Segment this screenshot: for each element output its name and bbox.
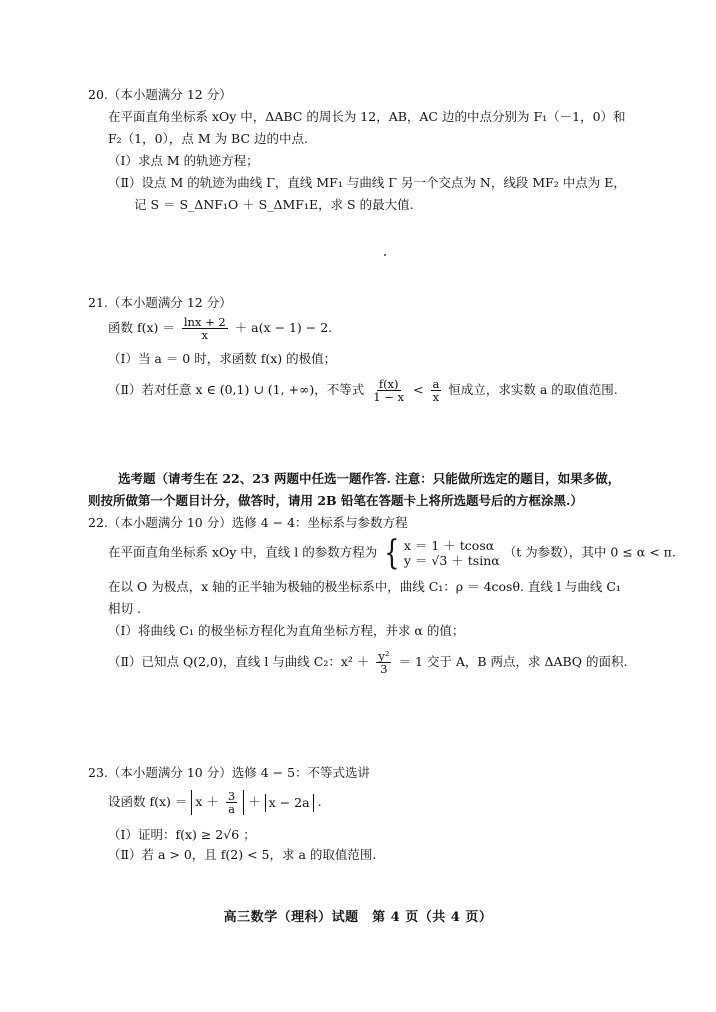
question-22-title: 22.（本小题满分 10 分）选修 4 − 4：坐标系与参数方程 — [88, 515, 408, 530]
function-end: . — [317, 794, 322, 809]
question-22-stem-line3: 相切 . — [108, 601, 141, 616]
question-21-part2 — [108, 378, 618, 403]
function-fraction — [182, 316, 228, 341]
question-20-title: 20.（本小题满分 12 分） — [88, 87, 232, 102]
question-22-stem-line2: 在以 O 为极点，x 轴的正半轴为极轴的极坐标系中，曲线 C₁：ρ ＝ 4cosθ. 直线 l 与曲线 C₁ — [108, 579, 621, 594]
question-22-part2 — [108, 650, 627, 675]
fraction-numerator: a — [432, 377, 440, 391]
question-20-part2-cont: 记 S ＝ S_ΔNF₁O ＋ S_ΔMF₁E，求 S 的最大值. — [134, 197, 414, 212]
plus-sign: ＋ — [248, 794, 261, 809]
elective-line1: 选考题（请考生在 22、23 两题中任选一题作答. 注意：只能做所选定的题目，如果多做， — [118, 471, 621, 486]
fraction-denominator: 3 — [380, 662, 388, 676]
question-23-part1: （Ⅰ）证明：f(x) ≥ 2√6 ； — [108, 827, 256, 842]
question-20-part1: （Ⅰ）求点 M 的轨迹方程； — [108, 153, 259, 168]
fraction-denominator: a — [228, 802, 235, 816]
question-23-part2: （Ⅱ）若 a > 0，且 f(2) < 5，求 a 的取值范围. — [108, 847, 377, 862]
question-22-part1: （Ⅰ）将曲线 C₁ 的极坐标方程化为直角坐标方程，并求 α 的值； — [108, 623, 465, 638]
part2-suffix: ＝ 1 交于 A，B 两点，求 ΔABQ 的面积. — [398, 654, 628, 669]
fraction-denominator: x — [432, 390, 440, 404]
fraction-numerator: 3 — [227, 789, 236, 803]
fraction-denominator: x — [201, 328, 209, 342]
less-than-sign: < — [413, 382, 424, 397]
stem-suffix: （t 为参数），其中 0 ≤ α < π. — [503, 544, 676, 560]
absolute-value-1 — [191, 790, 244, 815]
part2-fraction-left — [371, 378, 406, 403]
system-rows — [404, 538, 500, 568]
part2-prefix: （Ⅱ）已知点 Q(2,0)，直线 l 与曲线 C₂：x² ＋ — [108, 654, 370, 669]
question-22-stem-line1 — [108, 533, 676, 573]
question-23-title: 23.（本小题满分 10 分）选修 4 − 5：不等式选讲 — [88, 765, 371, 780]
abs1-fraction — [226, 790, 237, 815]
function-suffix: ＋ a(x − 1) − 2. — [234, 320, 333, 335]
fraction-denominator: 1 − x — [373, 390, 405, 404]
question-20-part2: （Ⅱ）设点 M 的轨迹为曲线 Γ，直线 MF₁ 与曲线 Γ 另一个交点为 N，线段 MF₂ 中点为 E， — [108, 175, 626, 190]
question-21-title: 21.（本小题满分 12 分） — [88, 295, 232, 310]
abs1-left: x ＋ — [195, 794, 219, 809]
fraction-numerator: f(x) — [378, 377, 399, 391]
absolute-value-2: x − 2a — [265, 794, 314, 812]
part2-suffix: 恒成立，求实数 a 的取值范围. — [448, 382, 618, 397]
left-brace: { — [384, 533, 400, 573]
function-prefix: 函数 f(x) ＝ — [108, 320, 175, 335]
scan-speck — [384, 254, 386, 256]
page-footer: 高三数学（理科）试题 第 4 页（共 4 页） — [223, 910, 493, 925]
part2-prefix: （Ⅱ）若对任意 x ∈ (0,1) ∪ (1, +∞)，不等式 — [108, 382, 365, 397]
fraction-numerator: lnx + 2 — [183, 315, 226, 329]
stem-prefix: 在平面直角坐标系 xOy 中，直线 l 的参数方程为 — [108, 544, 378, 560]
function-prefix: 设函数 f(x) ＝ — [108, 794, 188, 809]
question-20-stem-line2: F₂（1，0），点 M 为 BC 边的中点. — [108, 131, 308, 146]
question-21-part1: （Ⅰ）当 a ＝ 0 时，求函数 f(x) 的极值； — [108, 351, 337, 366]
parametric-system — [381, 533, 500, 573]
question-23-function — [108, 790, 322, 815]
question-20-stem-line1: 在平面直角坐标系 xOy 中，ΔABC 的周长为 12，AB，AC 边的中点分别为 F₁（－1，0）和 — [108, 109, 626, 124]
fraction-numerator: y² — [378, 649, 390, 663]
part2-fraction — [376, 650, 391, 675]
elective-line2: 则按所做第一个题目计分，做答时，请用 2B 铅笔在答题卡上将所选题号后的方框涂黑.） — [88, 493, 583, 508]
part2-fraction-right — [431, 378, 442, 403]
question-21-function — [108, 316, 332, 341]
system-row-x: x ＝ 1 ＋ tcosα — [403, 538, 495, 553]
system-row-y: y ＝ √3 ＋ tsinα — [403, 553, 500, 568]
